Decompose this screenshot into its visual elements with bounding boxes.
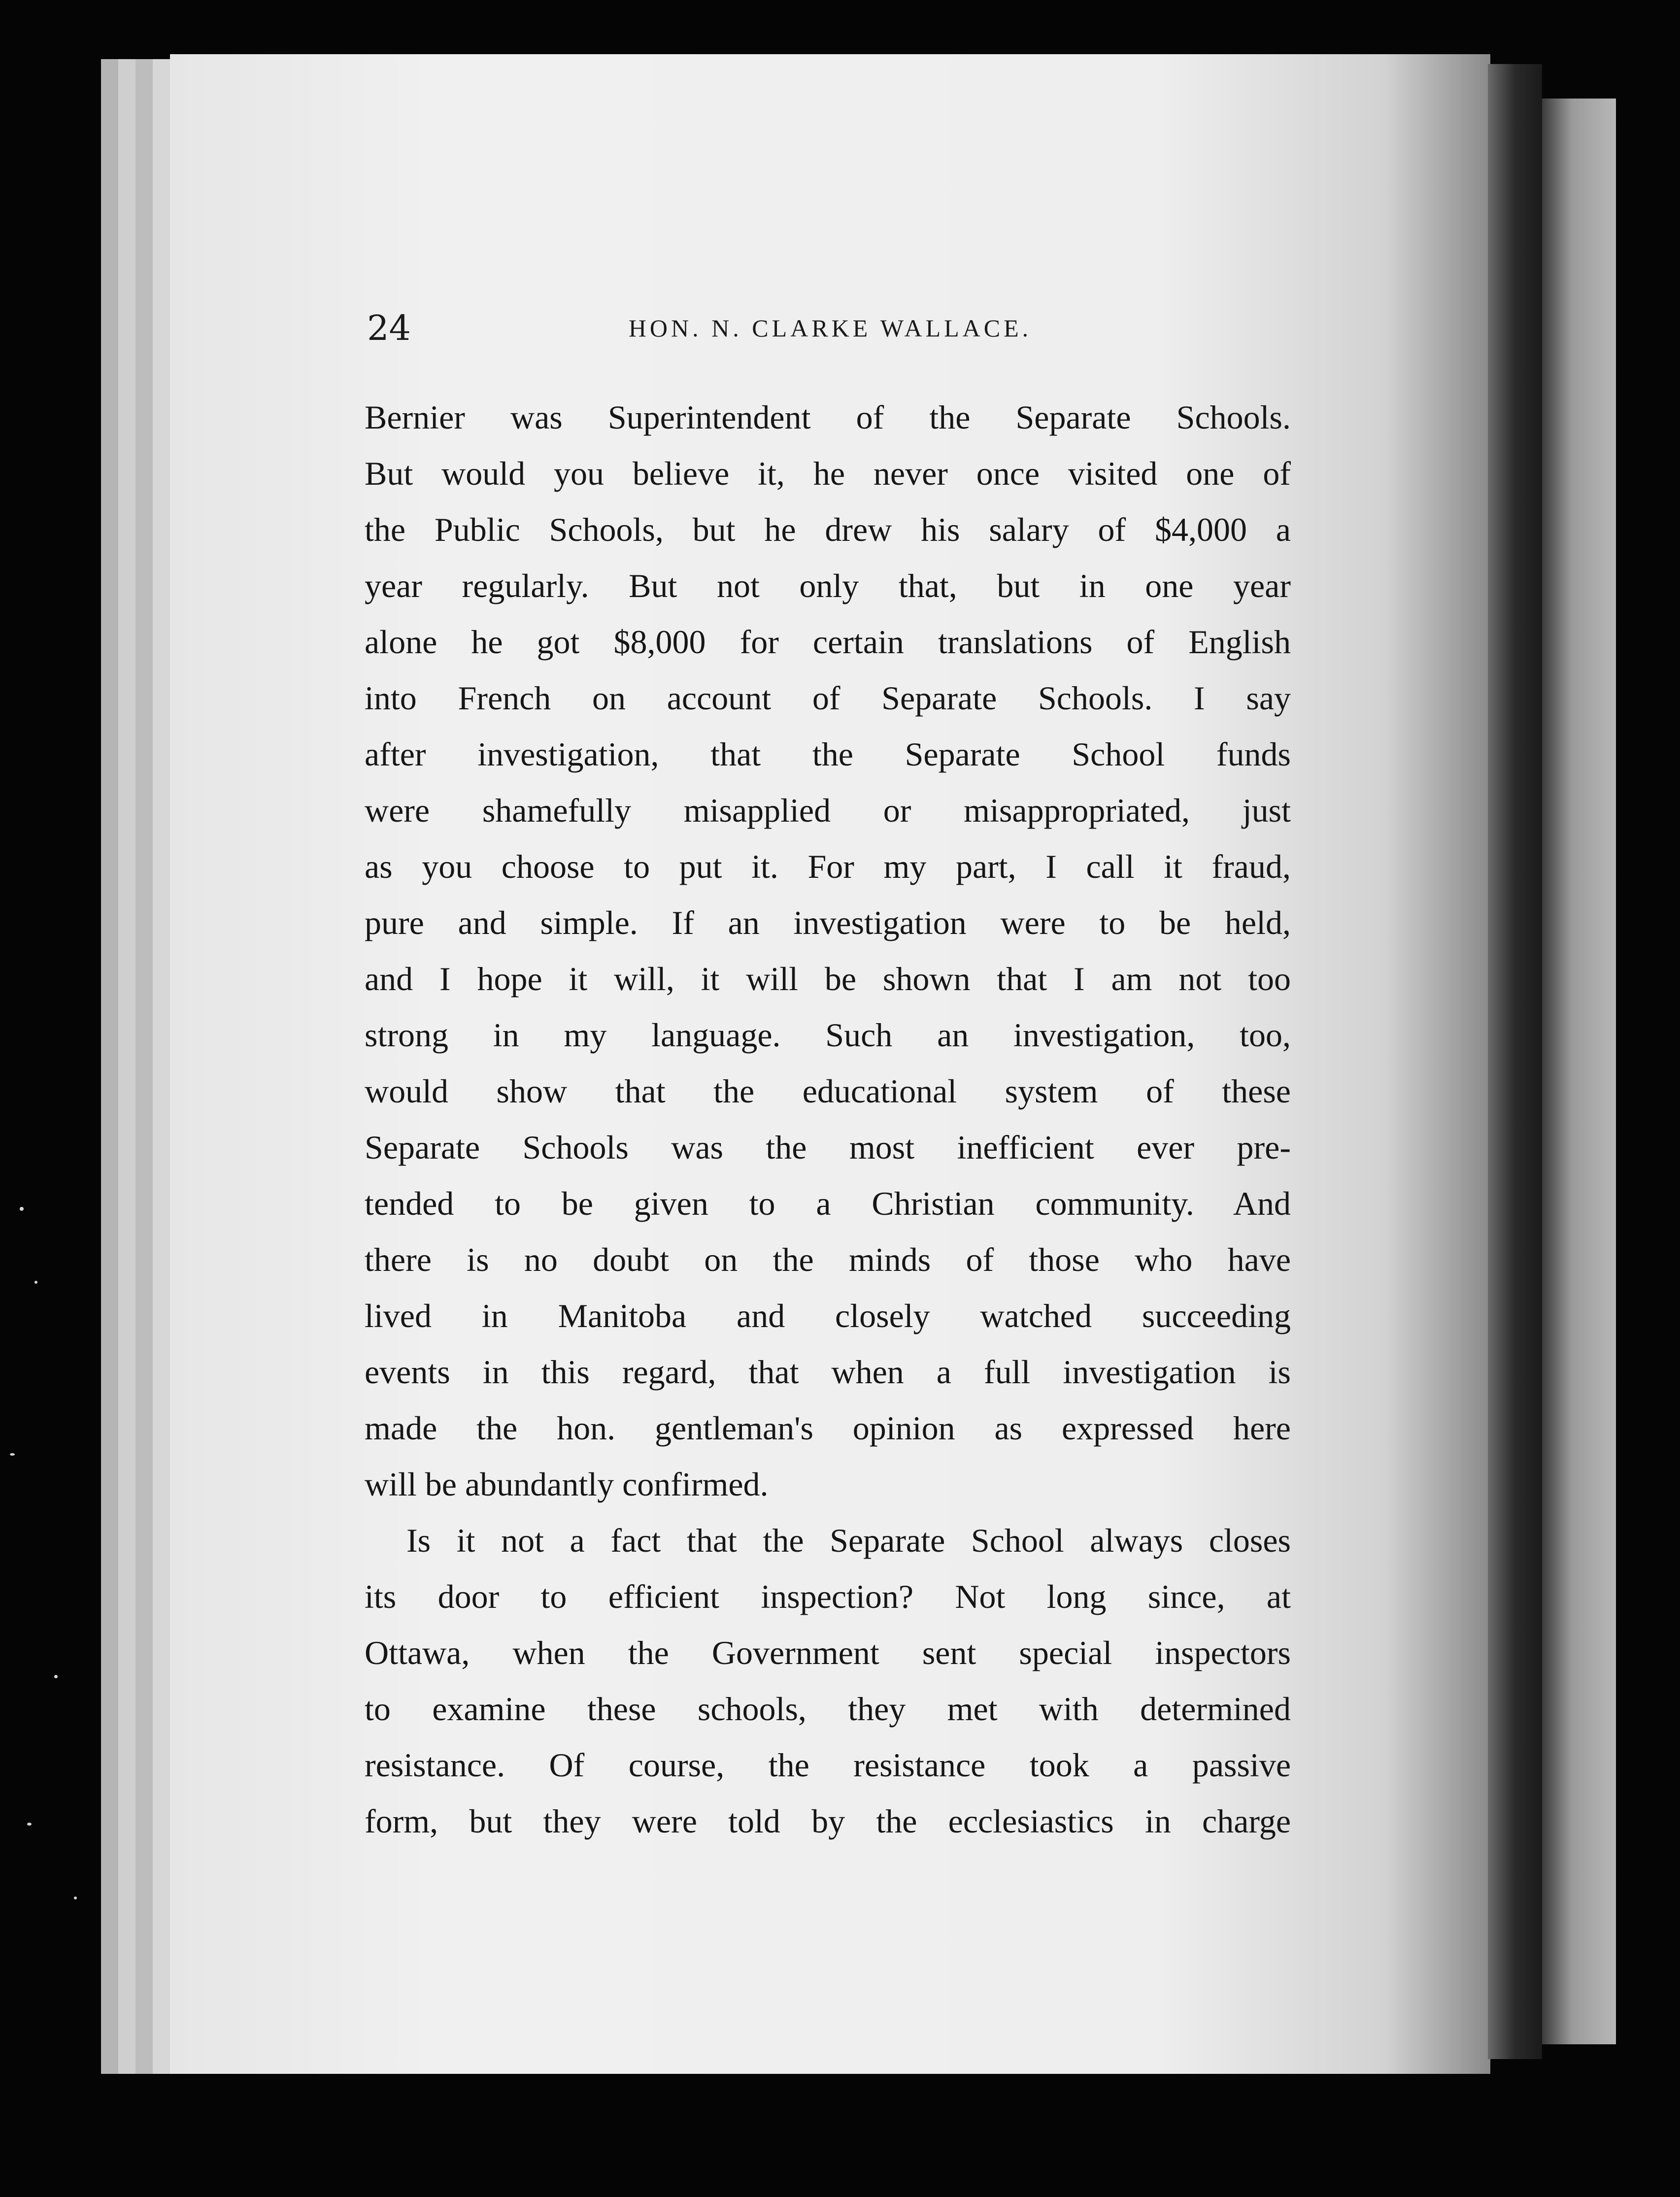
running-title: HON. N. CLARKE WALLACE.: [628, 314, 1032, 342]
scan-speck: [34, 1281, 37, 1284]
text-line: form, but they were told by the ecclesiastics in charge: [365, 1802, 1291, 1840]
text-line: would show that the educational system of these: [365, 1072, 1291, 1110]
text-line: events in this regard, that when a full investigation is: [365, 1353, 1291, 1391]
text-line: Bernier was Superintendent of the Separate Schools.: [365, 399, 1291, 436]
text-line: were shamefully misapplied or misappropriated, just: [365, 792, 1291, 829]
book-gutter: [1488, 64, 1542, 2059]
text-line: Ottawa, when the Government sent special inspectors: [365, 1634, 1291, 1671]
text-line: year regularly. But not only that, but in one year: [365, 567, 1291, 604]
text-line: But would you believe it, he never once visited one of: [365, 455, 1291, 492]
text-line: after investigation, that the Separate School funds: [365, 735, 1291, 773]
text-line: tended to be given to a Christian community. And: [365, 1185, 1291, 1222]
page-number: 24: [367, 308, 411, 348]
text-line: as you choose to put it. For my part, I call it fraud,: [365, 848, 1291, 885]
text-line: the Public Schools, but he drew his salary of $4,000 a: [365, 511, 1291, 548]
text-line: resistance. Of course, the resistance took a passive: [365, 1746, 1291, 1784]
text-line: there is no doubt on the minds of those who have: [365, 1241, 1291, 1278]
scan-speck: [74, 1897, 77, 1899]
facing-page-edge: [1542, 99, 1616, 2044]
text-line: to examine these schools, they met with determined: [365, 1690, 1291, 1728]
scan-speck: [20, 1207, 24, 1211]
text-line: made the hon. gentleman's opinion as expressed here: [365, 1409, 1291, 1447]
text-line: Is it not a fact that the Separate School always closes: [406, 1522, 1291, 1559]
scan-speck: [27, 1823, 32, 1826]
text-line: pure and simple. If an investigation were to be held,: [365, 904, 1291, 941]
text-line: into French on account of Separate Schools. I say: [365, 679, 1291, 717]
running-head: [367, 308, 1293, 357]
scan-speck: [54, 1675, 58, 1678]
text-line: and I hope it will, it will be shown that I am not too: [365, 960, 1291, 998]
text-line: will be abundantly confirmed.: [365, 1465, 769, 1503]
text-line: its door to efficient inspection? Not long since, at: [365, 1578, 1291, 1615]
body-text: [365, 389, 1291, 1849]
text-line: Separate Schools was the most inefficient ever pre-: [365, 1129, 1291, 1166]
text-line: alone he got $8,000 for certain translations of English: [365, 623, 1291, 661]
scan-speck: [10, 1453, 15, 1456]
text-line: lived in Manitoba and closely watched succeeding: [365, 1297, 1291, 1334]
text-line: strong in my language. Such an investigation, too,: [365, 1016, 1291, 1054]
